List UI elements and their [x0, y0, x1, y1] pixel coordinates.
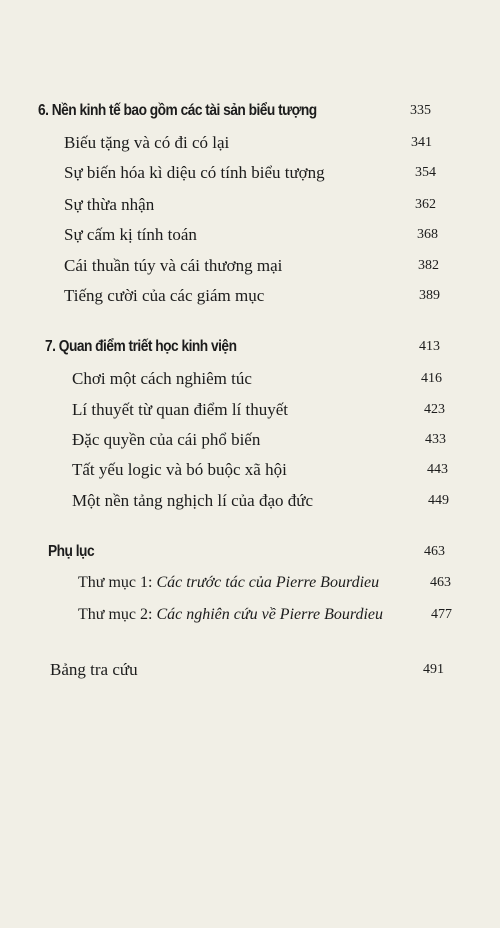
entry-title: Sự biến hóa kì diệu có tính biểu tượng — [64, 163, 325, 182]
page-number: 443 — [427, 462, 448, 477]
entry-work-title: Các nghiên cứu về Pierre Bourdieu — [156, 606, 384, 623]
page-number: 463 — [430, 575, 451, 590]
page-number: 335 — [410, 103, 431, 118]
page-number: 413 — [419, 339, 440, 354]
page-number: 341 — [411, 135, 432, 150]
page-number: 362 — [415, 197, 436, 212]
toc-appendix — [0, 540, 500, 564]
page-number: 477 — [431, 607, 452, 622]
chapter-title: 7. Quan điểm triết học kinh viện — [45, 338, 237, 355]
toc-entry — [0, 428, 500, 452]
toc-chapter-6 — [0, 99, 500, 123]
chapter-title: 6. Nền kinh tế bao gồm các tài sản biểu tượng — [38, 102, 317, 119]
toc-entry — [0, 223, 500, 247]
entry-title: Tất yếu logic và bó buộc xã hội — [72, 460, 287, 479]
toc-chapter-7 — [0, 335, 500, 359]
entry-title: Sự thừa nhận — [64, 195, 155, 214]
page-number: 354 — [415, 165, 436, 180]
index-title: Bảng tra cứu — [50, 660, 138, 679]
page-number: 449 — [428, 493, 449, 508]
page-number: 389 — [419, 288, 440, 303]
toc-entry — [0, 131, 500, 155]
toc-entry — [0, 367, 500, 391]
toc-entry — [0, 161, 500, 185]
entry-title — [78, 603, 383, 627]
toc-entry — [0, 284, 500, 308]
entry-title: Đặc quyền của cái phổ biến — [72, 430, 261, 449]
toc-entry — [0, 458, 500, 482]
entry-title: Một nền tảng nghịch lí của đạo đức — [72, 491, 314, 510]
entry-title: Chơi một cách nghiêm túc — [72, 369, 252, 388]
entry-title — [78, 571, 379, 595]
page-number: 382 — [418, 258, 439, 273]
toc-entry — [0, 489, 500, 513]
entry-title: Lí thuyết từ quan điểm lí thuyết — [72, 400, 289, 419]
entry-work-title: Các trước tác của Pierre Bourdieu — [156, 574, 380, 591]
page-number: 463 — [424, 544, 445, 559]
toc-entry — [0, 571, 500, 595]
entry-prefix: Thư mục 2: — [78, 606, 157, 623]
toc-entry — [0, 193, 500, 217]
entry-title: Cái thuần túy và cái thương mại — [64, 256, 283, 275]
toc-index — [0, 658, 500, 682]
entry-prefix: Thư mục 1: — [78, 574, 157, 591]
entry-title: Biếu tặng và có đi có lại — [64, 133, 230, 152]
toc-entry — [0, 398, 500, 422]
page-number: 423 — [424, 402, 445, 417]
page-number: 416 — [421, 371, 442, 386]
toc-entry — [0, 603, 500, 627]
page-number: 368 — [417, 227, 438, 242]
entry-title: Sự cấm kị tính toán — [64, 225, 197, 244]
page-number: 433 — [425, 432, 446, 447]
appendix-title: Phụ lục — [48, 543, 95, 560]
toc-entry — [0, 254, 500, 278]
page-number: 491 — [423, 662, 444, 677]
entry-title: Tiếng cười của các giám mục — [64, 286, 265, 305]
